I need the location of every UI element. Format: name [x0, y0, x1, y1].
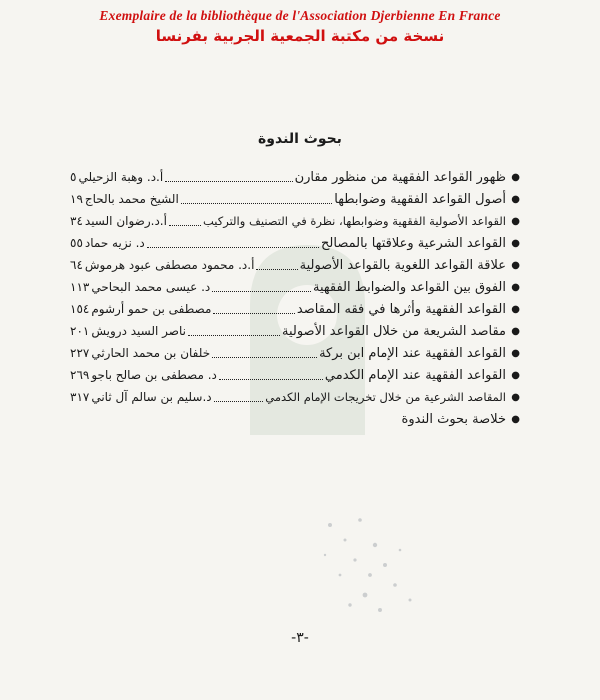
bullet-icon: ● — [511, 259, 520, 271]
toc-entry-page: ١٩ — [70, 192, 83, 206]
toc-entry-page: ٢٦٩ — [70, 368, 90, 382]
leader-dots — [214, 393, 264, 402]
ink-smudge — [300, 505, 430, 625]
toc-entry-author: مصطفى بن حمو أرشوم — [91, 302, 212, 316]
toc-entry-title: أصول القواعد الفقهية وضوابطها — [334, 191, 506, 207]
bullet-icon: ● — [511, 347, 520, 359]
toc-entry-title: القواعد الفقهية عند الإمام ابن بركة — [319, 345, 506, 361]
toc-entry-title: المقاصد الشرعية من خلال تخريجات الإمام الكدمي — [265, 390, 506, 404]
toc-entry — [70, 166, 520, 188]
toc-entry-title: ظهور القواعد الفقهية من منظور مقارن — [294, 169, 506, 185]
toc-entry-author: أ.د. محمود مصطفى عبود هرموش — [84, 258, 255, 272]
toc-entry-title: علاقة القواعد اللغوية بالقواعد الأصولية — [299, 257, 506, 273]
leader-dots — [165, 173, 292, 182]
toc-entry-title: القواعد الفقهية عند الإمام الكدمي — [324, 367, 506, 383]
toc-entry-page: ٣٤ — [70, 214, 83, 228]
bullet-icon: ● — [511, 303, 520, 315]
toc-entry — [70, 298, 520, 320]
toc-entry — [70, 276, 520, 298]
toc-entry-title: الفوق بين القواعد والضوابط الفقهية — [313, 279, 506, 295]
leader-dots — [181, 195, 332, 204]
leader-dots — [256, 261, 297, 270]
toc-entry-title: القواعد الفقهية وأثرها في فقه المقاصد — [296, 301, 506, 317]
toc-entry-title: القواعد الأصولية الفقهية وضوابطها، نظرة في التصنيف والتركيب — [203, 214, 506, 228]
toc-entry-page: ٣١٧ — [70, 390, 90, 404]
bullet-icon: ● — [511, 215, 520, 227]
bullet-icon: ● — [511, 413, 520, 425]
toc-entry-page: ٥ — [70, 170, 77, 184]
library-stamp-french: Exemplaire de la bibliothèque de l'Association Djerbienne En France — [99, 8, 501, 23]
toc-entry-page: ٥٥ — [70, 236, 83, 250]
toc-entry-author: أ.د. وهبة الزحيلي — [78, 170, 164, 184]
toc-entry — [70, 210, 520, 232]
library-stamp-arabic: نسخة من مكتبة الجمعية الجربية بفرنسا — [155, 27, 445, 45]
toc-entry-page: ٢٠١ — [70, 324, 90, 338]
toc-entry-page: ٦٤ — [70, 258, 83, 272]
leader-dots — [219, 371, 323, 380]
leader-dots — [188, 327, 280, 336]
bullet-icon: ● — [511, 193, 520, 205]
bullet-icon: ● — [511, 237, 520, 249]
leader-dots — [213, 305, 294, 314]
bullet-icon: ● — [511, 281, 520, 293]
toc-entry — [70, 232, 520, 254]
toc-entry — [70, 408, 520, 430]
bullet-icon: ● — [511, 325, 520, 337]
toc-entry-title: القواعد الشرعية وعلاقتها بالمصالح — [321, 235, 506, 251]
toc-entry-author: أ.د.رضوان السيد — [84, 214, 167, 228]
bullet-icon: ● — [511, 391, 520, 403]
toc-entry-author: د.سليم بن سالم آل ثاني — [91, 390, 212, 404]
leader-dots — [212, 283, 311, 292]
page-number: -٣- — [291, 630, 309, 646]
toc-entry — [70, 364, 520, 386]
toc-entry-page: ٢٢٧ — [70, 346, 90, 360]
toc-entry-title: خلاصة بحوث الندوة — [401, 411, 506, 427]
toc-entry — [70, 342, 520, 364]
toc-entry — [70, 188, 520, 210]
table-of-contents — [70, 166, 520, 430]
toc-entry-author: خلفان بن محمد الحارثي — [91, 346, 211, 360]
section-title: بحوث الندوة — [258, 131, 342, 147]
bullet-icon: ● — [511, 171, 520, 183]
toc-entry-page: ١٥٤ — [70, 302, 90, 316]
leader-dots — [147, 239, 319, 248]
toc-entry — [70, 254, 520, 276]
toc-entry — [70, 320, 520, 342]
leader-dots — [212, 349, 317, 358]
toc-entry — [70, 386, 520, 408]
toc-entry-author: د. مصطفى بن صالح باجو — [91, 368, 217, 382]
toc-entry-title: مقاصد الشريعة من خلال القواعد الأصولية — [281, 323, 506, 339]
toc-entry-author: الشيخ محمد بالحاج — [84, 192, 179, 206]
toc-entry-page: ١١٣ — [70, 280, 90, 294]
toc-entry-author: د. نزيه حماد — [84, 236, 145, 250]
bullet-icon: ● — [511, 369, 520, 381]
toc-entry-author: د. عيسى محمد البحاحي — [91, 280, 211, 294]
leader-dots — [169, 217, 201, 226]
toc-entry-author: ناصر السيد درويش — [91, 324, 186, 338]
